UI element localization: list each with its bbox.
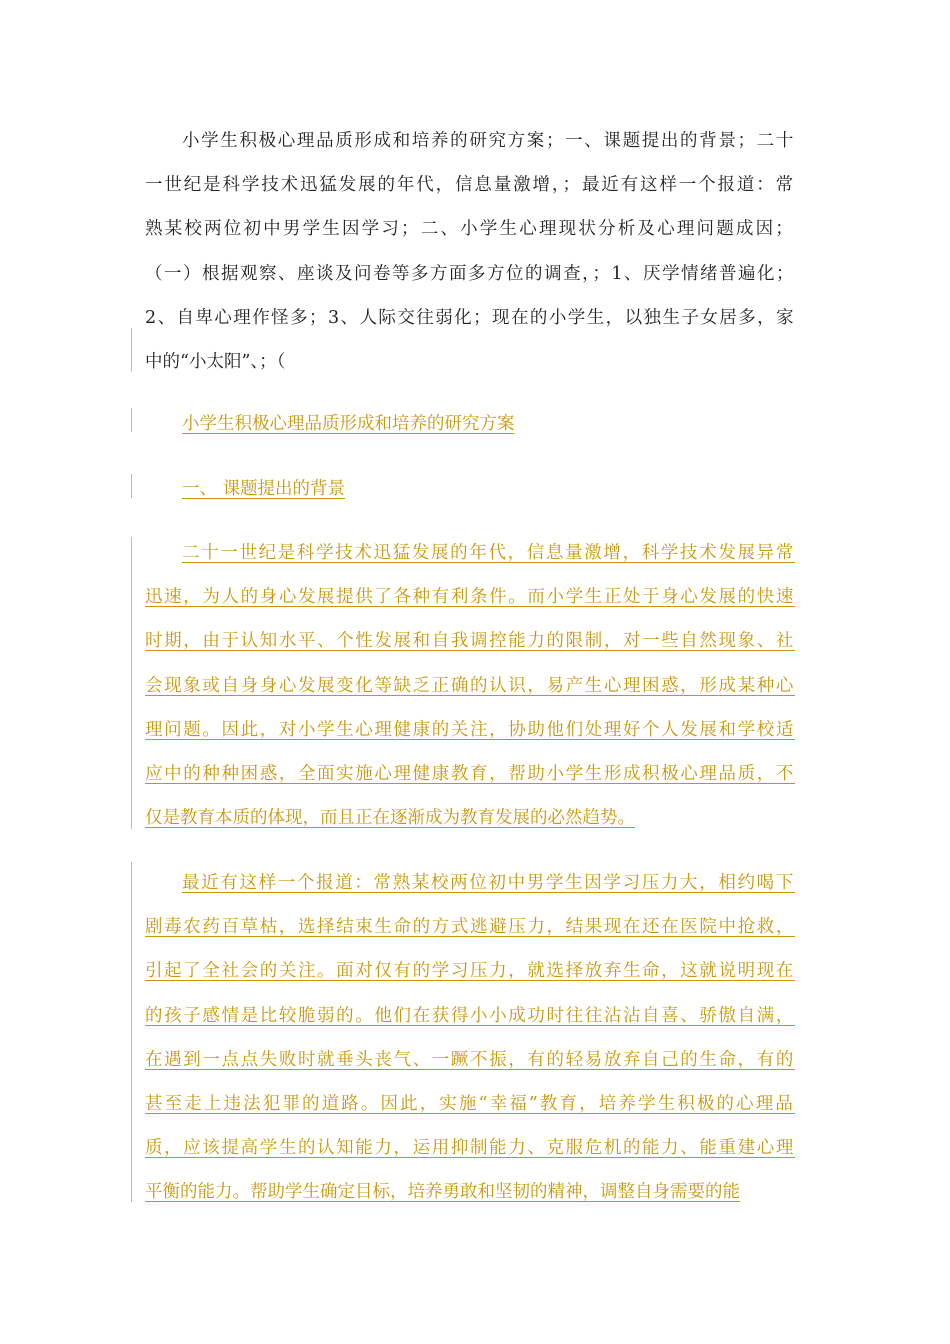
- paragraph-line-text[interactable]: 迅速，为人的身心发展提供了各种有利条件。而小学生正处于身心发展的快速: [145, 587, 795, 608]
- paragraph-line-text[interactable]: 剧毒农药百草枯，选择结束生命的方式逃避压力，结果现在还在医院中抢救，: [145, 917, 795, 938]
- document-title-link[interactable]: [145, 409, 832, 439]
- paragraph-line-text[interactable]: 最近有这样一个报道：常熟某校两位初中男学生因学习压力大，相约喝下: [182, 873, 795, 893]
- paragraph-line-text[interactable]: 应中的种种困惑，全面实施心理健康教育，帮助小学生形成积极心理品质，不: [145, 763, 795, 784]
- revision-bar: [131, 474, 132, 498]
- paragraph-line-text[interactable]: 甚至走上违法犯罪的道路。因此，实施“幸福”教育，培养学生积极的心理品: [145, 1093, 795, 1114]
- paragraph-line-text[interactable]: 质，应该提高学生的认知能力，运用抑制能力、克服危机的能力、能重建心理: [145, 1138, 795, 1159]
- paragraph-line: [145, 1170, 795, 1214]
- summary-line: 中的“小太阳”、；（: [145, 351, 286, 372]
- paragraph-line: [145, 531, 795, 575]
- summary-line: 一世纪是科学技术迅猛发展的年代，信息量激增，；最近有这样一个报道：常: [145, 175, 795, 196]
- paragraph-line: [145, 619, 795, 663]
- summary-line: 2、自卑心理作怪多；3、人际交往弱化；现在的小学生，以独生子女居多，家: [145, 307, 795, 328]
- paragraph-line: [145, 994, 795, 1038]
- paragraph-line-text[interactable]: 仅是教育本质的体现，而且正在逐渐成为教育发展的必然趋势。: [145, 808, 635, 829]
- paragraph-line: [145, 949, 795, 993]
- revision-bar: [131, 328, 132, 372]
- paragraph-line: [145, 575, 795, 619]
- paragraph-line: [145, 708, 795, 752]
- section-heading[interactable]: 一、 课题提出的背景: [182, 479, 346, 499]
- paragraph-line: [145, 905, 795, 949]
- section-heading-link[interactable]: [145, 474, 832, 504]
- paragraph-line: [145, 664, 795, 708]
- revision-bar: [131, 408, 132, 432]
- revision-bar: [131, 862, 132, 1202]
- paragraph-line-text[interactable]: 平衡的能力。帮助学生确定目标，培养勇敢和坚韧的精神，调整自身需要的能: [145, 1182, 740, 1203]
- paragraph-line: [145, 1126, 795, 1170]
- paragraph-line-text[interactable]: 在遇到一点点失败时就垂头丧气、一蹶不振，有的轻易放弃自己的生命，有的: [145, 1049, 795, 1070]
- paragraph-line-text[interactable]: 的孩子感情是比较脆弱的。他们在获得小小成功时往往沾沾自喜、骄傲自满，: [145, 1005, 795, 1026]
- summary-line: 小学生积极心理品质形成和培养的研究方案；一、课题提出的背景；二十: [182, 131, 795, 151]
- paragraph-line-text[interactable]: 会现象或自身身心发展变化等缺乏正确的认识，易产生心理困惑，形成某种心: [145, 675, 795, 696]
- paragraph-line: [145, 861, 795, 905]
- document-title[interactable]: 小学生积极心理品质形成和培养的研究方案: [182, 414, 515, 434]
- paragraph-line: [145, 752, 795, 796]
- paragraph-line: [145, 1082, 795, 1126]
- report-paragraph-link[interactable]: [145, 861, 795, 1215]
- paragraph-line: [145, 796, 795, 840]
- summary-paragraph: [145, 119, 795, 384]
- paragraph-line-text[interactable]: 时期，由于认知水平、个性发展和自我调控能力的限制，对一些自然现象、社: [145, 631, 795, 652]
- background-paragraph-link[interactable]: [145, 531, 795, 840]
- paragraph-line-text[interactable]: 二十一世纪是科学技术迅猛发展的年代，信息量激增，科学技术发展异常: [182, 543, 795, 563]
- summary-line: 熟某校两位初中男学生因学习；二、小学生心理现状分析及心理问题成因；: [145, 219, 795, 240]
- summary-line: （一）根据观察、座谈及问卷等多方面多方位的调查，；1、厌学情绪普遍化；: [145, 263, 795, 284]
- paragraph-line-text[interactable]: 引起了全社会的关注。面对仅有的学习压力，就选择放弃生命，这就说明现在: [145, 961, 795, 982]
- paragraph-line-text[interactable]: 理问题。因此，对小学生心理健康的关注，协助他们处理好个人发展和学校适: [145, 719, 795, 740]
- revision-bar: [131, 537, 132, 829]
- paragraph-line: [145, 1038, 795, 1082]
